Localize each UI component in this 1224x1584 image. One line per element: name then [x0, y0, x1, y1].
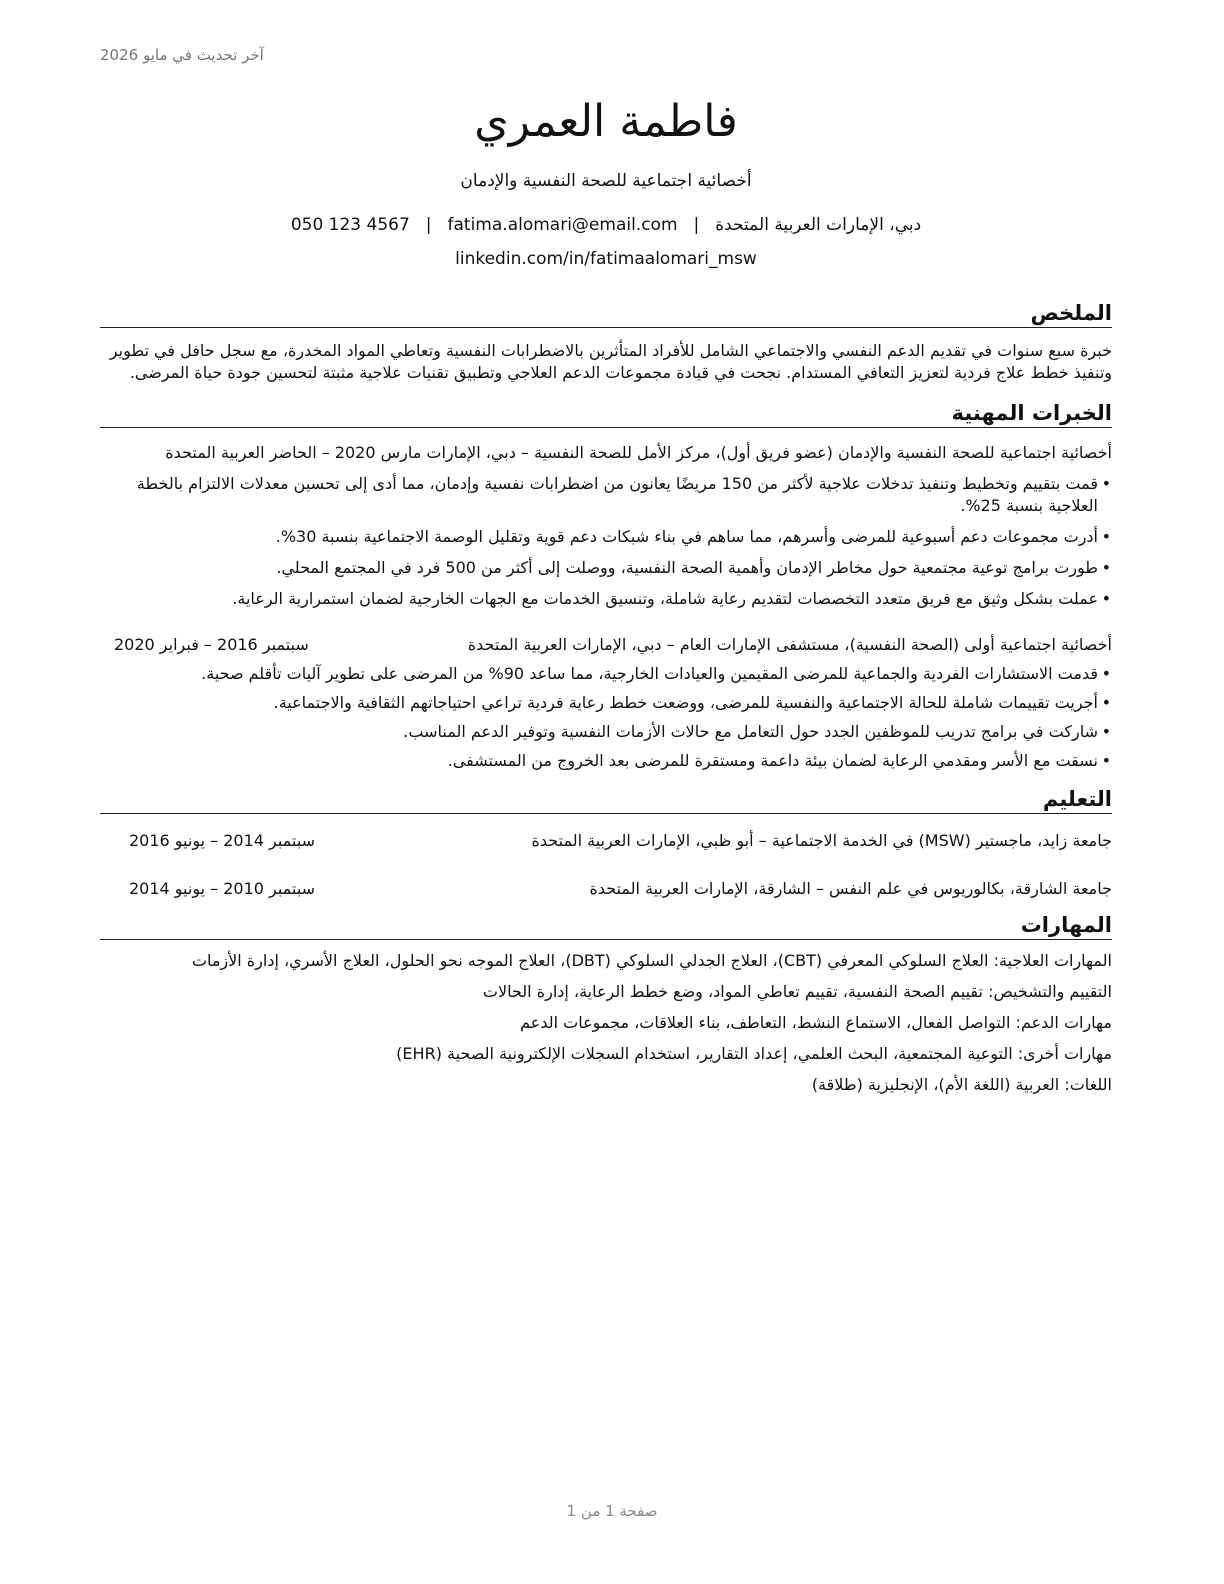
separator: | — [425, 215, 432, 235]
list-item: • أدرت مجموعات دعم أسبوعية للمرضى وأسرهم، مما ساهم في بناء شبكات دعم قوية وتقليل الوصمة الاجتماعية بنسبة 30%. — [100, 526, 1098, 548]
list-item: • شاركت في برامج تدريب للموظفين الجدد حول التعامل مع حالات الأزمات النفسية وتوفير الدعم المناسب. — [100, 721, 1098, 743]
list-item: • طورت برامج توعية مجتمعية حول مخاطر الإدمان وأهمية الصحة النفسية، ووصلت إلى أكثر من 500 فرد في المجتمع المحلي. — [100, 557, 1098, 579]
section-title-summary: الملخص — [100, 300, 1112, 328]
job-heading — [100, 634, 1112, 656]
skill-line: مهارات أخرى: التوعية المجتمعية، البحث العلمي، إعداد التقارير، استخدام السجلات الإلكترونية الصحية (EHR) — [396, 1044, 1112, 1063]
job-dates: سبتمبر 2016 – فبراير 2020 — [114, 635, 309, 654]
skill-line: المهارات العلاجية: العلاج السلوكي المعرفي (CBT)، العلاج الجدلي السلوكي (DBT)، العلاج الموجه نحو الحلول، العلاج الأسري، إدارة الأزمات — [191, 951, 1112, 970]
last-updated: آخر تحديث في مايو 2026 — [100, 46, 264, 64]
list-item: • أجريت تقييمات شاملة للحالة الاجتماعية والنفسية للمرضى، ووضعت خطط رعاية فردية تراعي احتياجاتهم الثقافية والاجتماعية. — [100, 692, 1098, 714]
candidate-name: فاطمة العمري — [474, 96, 738, 147]
skill-line: اللغات: العربية (اللغة الأم)، الإنجليزية (طلاقة) — [811, 1075, 1112, 1094]
job-bullets — [100, 663, 1112, 772]
education-dates: سبتمبر 2010 – يونيو 2014 — [128, 879, 315, 898]
section-title-experience: الخبرات المهنية — [100, 400, 1112, 428]
skill-line: مهارات الدعم: التواصل الفعال، الاستماع النشط، التعاطف، بناء العلاقات، مجموعات الدعم — [520, 1013, 1112, 1032]
phone: 050 123 4567 — [290, 215, 410, 235]
resume-content — [100, 90, 1112, 1096]
list-item: • عملت بشكل وثيق مع فريق متعدد التخصصات لتقديم رعاية شاملة، وتنسيق الخدمات مع الجهات الخارجية لضمان استمرارية الرعاية. — [100, 588, 1098, 610]
list-item: • قمت بتقييم وتخطيط وتنفيذ تدخلات علاجية لأكثر من 150 مريضًا يعانون من اضطرابات نفسية وإدمان، مما أدى إلى تحسين معدلات الالتزام بالخطة العلاجية بنسبة 25%. — [100, 473, 1098, 517]
education-text: جامعة زايد، ماجستير (MSW) في الخدمة الاجتماعية – أبو ظبي، الإمارات العربية المتحدة — [531, 831, 1112, 850]
separator: | — [693, 215, 700, 235]
linkedin-link[interactable]: linkedin.com/in/fatimaalomari_msw — [455, 249, 757, 269]
job-bullets — [100, 473, 1112, 610]
candidate-title: أخصائية اجتماعية للصحة النفسية والإدمان — [460, 171, 752, 191]
job-heading: أخصائية اجتماعية للصحة النفسية والإدمان (عضو فريق أول)، مركز الأمل للصحة النفسية – دبي، الإمارات مارس 2020 – الحاضر العربية المتحدة — [165, 443, 1112, 462]
list-item: • نسقت مع الأسر ومقدمي الرعاية لضمان بيئة داعمة ومستقرة للمرضى بعد الخروج من المستشفى. — [100, 750, 1098, 772]
list-item: • قدمت الاستشارات الفردية والجماعية للمرضى المقيمين والعيادات الخارجية، مما ساعد 90% من المرضى على تطوير آليات تأقلم صحية. — [100, 663, 1098, 685]
section-title-education: التعليم — [100, 786, 1112, 814]
page-number: صفحة 1 من 1 — [566, 1502, 658, 1520]
location: دبي، الإمارات العربية المتحدة — [715, 215, 922, 235]
summary-text: خبرة سبع سنوات في تقديم الدعم النفسي والاجتماعي الشامل للأفراد المتأثرين بالاضطرابات النفسية وتعاطي المواد المخدرة، مع سجل حافل في تطوير وتنفيذ خطط علاج فردية لتعزيز التعافي المستدام. نجحت في قيادة مجموعات الدعم العلاجي وتطبيق تقنيات علاجية مثبتة لتحسين جودة حياة المرضى. — [109, 341, 1112, 382]
skill-line: التقييم والتشخيص: تقييم الصحة النفسية، تقييم تعاطي المواد، وضع خطط الرعاية، إدارة الحالات — [482, 982, 1112, 1001]
email-link[interactable]: fatima.alomari@email.com — [447, 215, 678, 235]
education-text: جامعة الشارقة، بكالوريوس في علم النفس – الشارقة، الإمارات العربية المتحدة — [589, 879, 1112, 898]
education-item — [100, 830, 1112, 852]
education-dates: سبتمبر 2014 – يونيو 2016 — [128, 831, 315, 850]
section-title-skills: المهارات — [100, 912, 1112, 940]
contact-line — [100, 212, 1112, 238]
education-item — [100, 878, 1112, 900]
job-title: أخصائية اجتماعية أولى (الصحة النفسية)، مستشفى الإمارات العام – دبي، الإمارات العربية المتحدة — [467, 635, 1112, 654]
